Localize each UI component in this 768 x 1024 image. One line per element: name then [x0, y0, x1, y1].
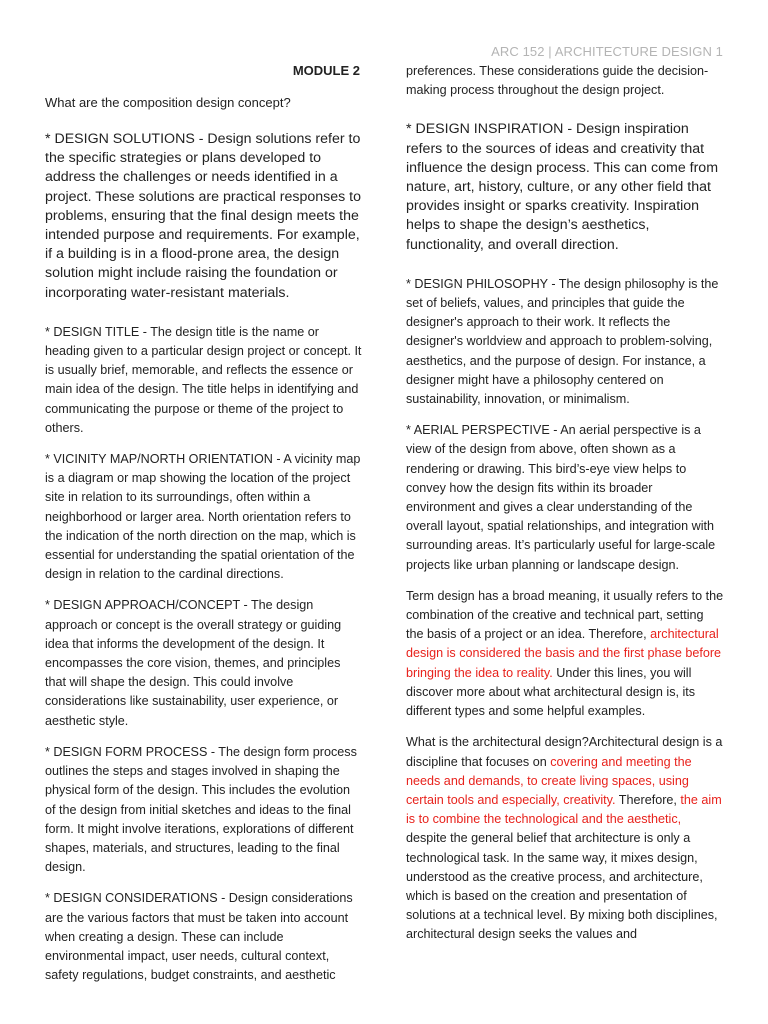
- design-philosophy-paragraph: * DESIGN PHILOSOPHY - The design philosophy is the set of beliefs, values, and principles that guide the designer's approach to their work. It reflects the designer's worldview and approach to problem-solving, aesthetics, and the purpose of design. For instance, a designer might have a philosophy centered on sustainability, innovation, or minimalism.: [406, 276, 719, 407]
- design-title-paragraph: * DESIGN TITLE - The design title is the name or heading given to a particular design project or concept. It is usually brief, memorable, and reflects the essence or main idea of the design. The title helps in identifying and communicating the purpose or theme of the project to others.: [45, 324, 362, 435]
- design-inspiration-paragraph: * DESIGN INSPIRATION - Design inspiration refers to the sources of ideas and creativity that influence the design process. This can come from nature, art, history, culture, or any other field that provides insight or sparks creativity. Inspiration helps to shape the design’s aesthetics, functionality, and overall direction.: [406, 121, 719, 253]
- aerial-perspective-paragraph: * AERIAL PERSPECTIVE - An aerial perspective is a view of the design from above, often shown as a rendering or drawing. This bird’s-eye view helps to convey how the design fits within its broader environment and gives a clear understanding of the overall layout, spatial relationships, and integration with surrounding areas. It’s particularly useful for large-scale projects like urban planning or landscape design.: [406, 423, 716, 572]
- term-design-highlight: architectural design is considered the basis and the first phase before bringing the idea to reality.: [406, 627, 722, 680]
- term-design-text-end: Under this lines, you will discover more about what architectural design is, its different types and some helpful examples.: [406, 665, 696, 719]
- design-solutions-paragraph: * DESIGN SOLUTIONS - Design solutions refer to the specific strategies or plans developed to address the challenges or needs identified in a project. These solutions are practical responses to problems, ensuring that the final design meets the intended purpose and requirements. For example, if a building is in a flood-prone area, the design solution might include raising the foundation or incorporating water-resistant materials.: [45, 131, 361, 301]
- what-is-architectural-design-paragraph: [406, 733, 724, 944]
- right-column: [406, 62, 724, 957]
- design-form-process-paragraph: * DESIGN FORM PROCESS - The design form process outlines the steps and stages involved in shaping the physical form of the design. This includes the evolution of the design from initial sketches and ideas to the final form. It might involve iterations, explorations of different shapes, materials, and structures, leading to the final design.: [45, 744, 357, 875]
- what-is-highlight-aim: the aim is to combine the technological and the aesthetic,: [406, 792, 722, 827]
- what-is-highlight-needs: covering and meeting the needs and demands, to create living spaces, using certain tools and especially, creativity.: [406, 754, 692, 807]
- what-is-text-mid: Therefore,: [615, 792, 681, 807]
- what-is-text: What is the architectural design?Architectural design is a discipline that focuses on: [406, 735, 723, 769]
- design-approach-paragraph: * DESIGN APPROACH/CONCEPT - The design approach or concept is the overall strategy or guiding idea that informs the development of the design. It encompasses the core vision, themes, and principles that will shape the design. This could involve considerations like sustainability, user experience, or aesthetic style.: [45, 598, 342, 728]
- course-header: ARC 152 | ARCHITECTURE DESIGN 1: [491, 44, 723, 59]
- left-column: [45, 62, 363, 997]
- term-design-text: Term design has a broad meaning, it usually refers to the combination of the creative and technical part, setting the basis of a project or an idea. Therefore,: [406, 588, 724, 642]
- term-design-paragraph: [406, 587, 724, 721]
- module-title: MODULE 2: [292, 63, 360, 78]
- composition-question: What are the composition design concept?: [45, 95, 291, 110]
- considerations-continued-paragraph: preferences. These considerations guide the decision-making process throughout the design project.: [406, 64, 709, 98]
- what-is-text-end: despite the general belief that architecture is only a technological task. In the same way, it mixes design, understood as the creative process, and architecture, which is based on the creation and presentation of solutions at a technical level. By mixing both disciplines, architectural design seeks the values and: [406, 831, 718, 942]
- design-considerations-paragraph: * DESIGN CONSIDERATIONS - Design considerations are the various factors that must be taken into account when creating a design. These can include environmental impact, user needs, cultural context, safety regulations, budget constraints, and aesthetic: [45, 891, 353, 983]
- vicinity-map-paragraph: * VICINITY MAP/NORTH ORIENTATION - A vicinity map is a diagram or map showing the location of the project site in relation to its surroundings, often within a neighborhood or larger area. North orientation refers to the indication of the north direction on the map, which is essential for understanding the spatial orientation of the design in relation to the cardinal directions.: [45, 452, 361, 582]
